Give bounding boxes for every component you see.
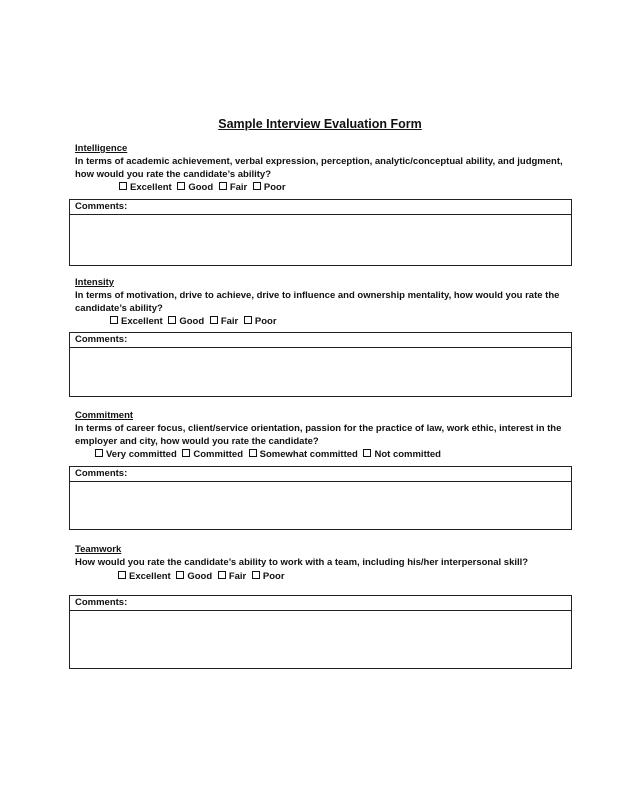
section-question: In terms of career focus, client/service orientation, passion for the practice of law, work ethic, interest in the employer and city, how would you rate the candidate? bbox=[75, 423, 562, 447]
option-label: Very committed bbox=[106, 449, 177, 460]
comments-box-commitment[interactable] bbox=[69, 466, 572, 530]
section-commitment bbox=[75, 410, 570, 461]
option-poor[interactable] bbox=[252, 571, 285, 583]
option-label: Excellent bbox=[121, 316, 163, 327]
option-fair[interactable] bbox=[210, 316, 238, 328]
option-label: Excellent bbox=[130, 182, 172, 193]
option-not-committed[interactable] bbox=[363, 449, 441, 461]
checkbox-icon[interactable] bbox=[168, 316, 176, 324]
section-question: In terms of motivation, drive to achieve, drive to influence and ownership mentality, how would you rate the candidate’s ability? bbox=[75, 290, 560, 314]
rating-options bbox=[75, 571, 575, 583]
option-label: Committed bbox=[193, 449, 244, 460]
option-somewhat-committed[interactable] bbox=[249, 449, 358, 461]
option-label: Poor bbox=[262, 570, 285, 582]
section-heading: Intelligence bbox=[75, 143, 128, 154]
checkbox-icon[interactable] bbox=[244, 316, 252, 324]
option-label: Excellent bbox=[129, 570, 171, 582]
section-heading: Teamwork bbox=[75, 544, 122, 555]
section-intelligence bbox=[75, 143, 575, 194]
option-excellent[interactable] bbox=[119, 182, 172, 194]
option-label: Good bbox=[179, 316, 205, 327]
checkbox-icon[interactable] bbox=[219, 182, 227, 190]
option-good[interactable] bbox=[176, 571, 212, 583]
checkbox-icon[interactable] bbox=[110, 316, 118, 324]
option-poor[interactable] bbox=[253, 182, 286, 194]
section-question: How would you rate the candidate’s ability to work with a team, including his/her interpersonal skill? bbox=[75, 557, 529, 568]
option-very-committed[interactable] bbox=[95, 449, 177, 461]
option-label: Good bbox=[187, 570, 213, 582]
checkbox-icon[interactable] bbox=[249, 449, 257, 457]
section-intensity bbox=[75, 277, 575, 328]
option-good[interactable] bbox=[177, 182, 213, 194]
checkbox-icon[interactable] bbox=[176, 571, 184, 579]
comments-label: Comments: bbox=[70, 596, 571, 611]
rating-options bbox=[75, 182, 575, 194]
option-committed[interactable] bbox=[182, 449, 243, 461]
comments-label: Comments: bbox=[70, 467, 571, 482]
section-heading: Commitment bbox=[75, 410, 134, 421]
form-title: Sample Interview Evaluation Form bbox=[218, 117, 422, 131]
option-poor[interactable] bbox=[244, 316, 277, 328]
option-label: Fair bbox=[229, 182, 248, 193]
comments-box-intensity[interactable] bbox=[69, 332, 572, 397]
option-label: Fair bbox=[228, 570, 247, 582]
checkbox-icon[interactable] bbox=[252, 571, 260, 579]
checkbox-icon[interactable] bbox=[210, 316, 218, 324]
section-heading: Intensity bbox=[75, 277, 115, 288]
section-question: In terms of academic achievement, verbal expression, perception, analytic/conceptual ability, and judgment, how would you rate the candidate’s ability? bbox=[75, 156, 563, 180]
option-label: Not committed bbox=[374, 449, 441, 460]
checkbox-icon[interactable] bbox=[363, 449, 371, 457]
section-teamwork bbox=[75, 544, 575, 583]
checkbox-icon[interactable] bbox=[119, 182, 127, 190]
comments-box-intelligence[interactable] bbox=[69, 199, 572, 266]
option-fair[interactable] bbox=[219, 182, 247, 194]
checkbox-icon[interactable] bbox=[177, 182, 185, 190]
checkbox-icon[interactable] bbox=[95, 449, 103, 457]
option-label: Good bbox=[188, 182, 214, 193]
option-label: Poor bbox=[263, 182, 286, 193]
option-label: Fair bbox=[220, 316, 239, 327]
checkbox-icon[interactable] bbox=[182, 449, 190, 457]
option-fair[interactable] bbox=[218, 571, 246, 583]
option-label: Somewhat committed bbox=[259, 449, 358, 460]
rating-options bbox=[75, 316, 575, 328]
option-excellent[interactable] bbox=[110, 316, 163, 328]
checkbox-icon[interactable] bbox=[253, 182, 261, 190]
comments-label: Comments: bbox=[70, 333, 571, 348]
comments-box-teamwork[interactable] bbox=[69, 595, 572, 669]
checkbox-icon[interactable] bbox=[118, 571, 126, 579]
option-excellent[interactable] bbox=[118, 571, 171, 583]
rating-options bbox=[75, 449, 570, 461]
option-label: Poor bbox=[254, 316, 277, 327]
comments-label: Comments: bbox=[70, 200, 571, 215]
option-good[interactable] bbox=[168, 316, 204, 328]
checkbox-icon[interactable] bbox=[218, 571, 226, 579]
